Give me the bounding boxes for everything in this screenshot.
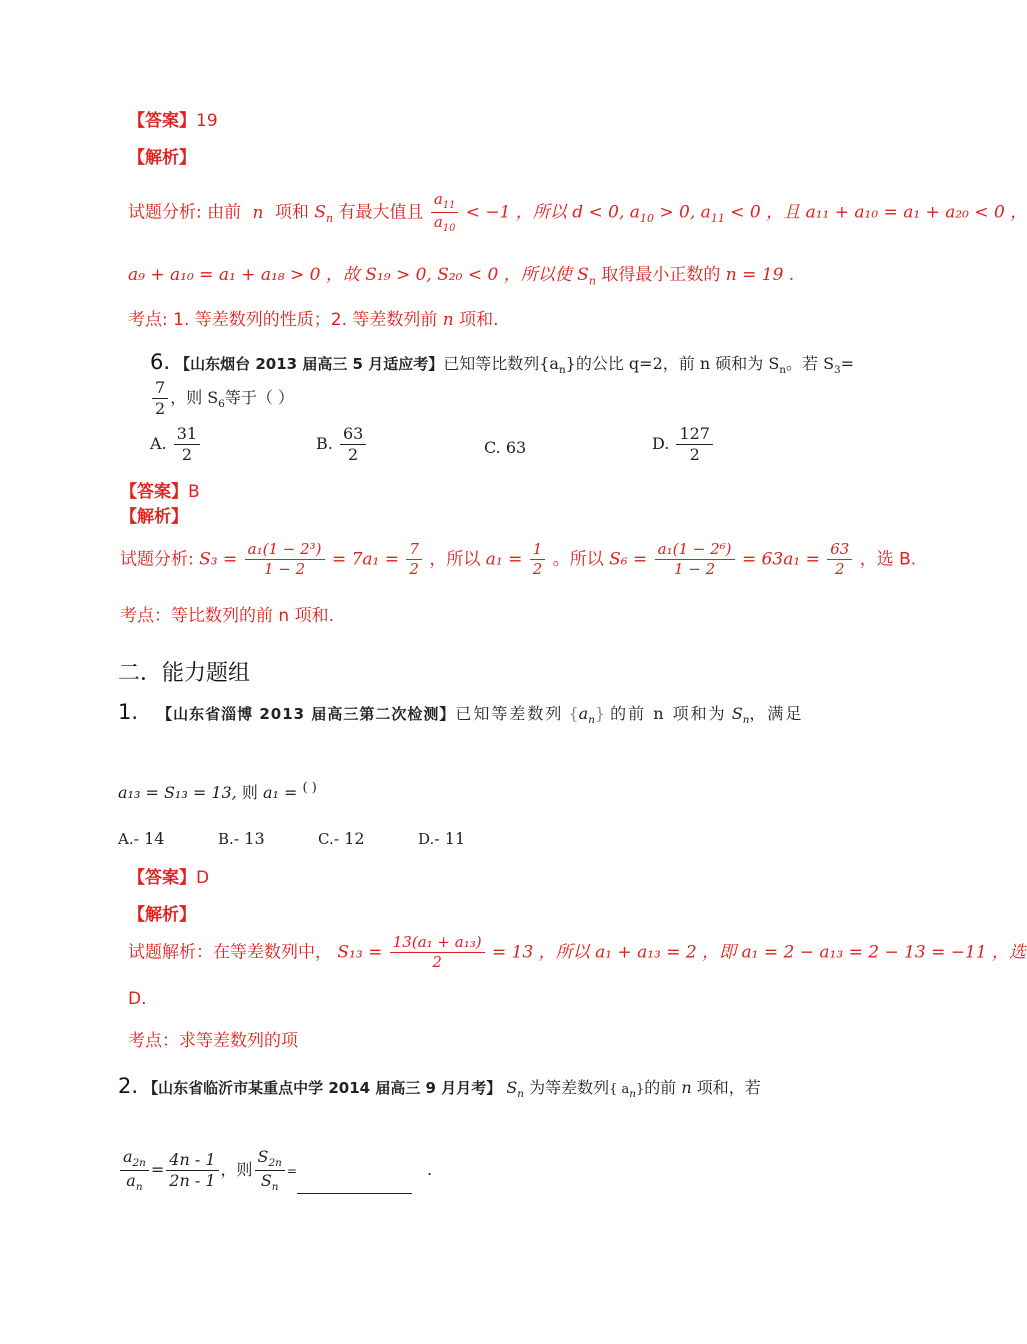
- sub: n: [629, 1088, 636, 1101]
- text: }: [635, 1082, 645, 1097]
- frac-den: 2n - 1: [169, 1171, 216, 1191]
- q1-analysis: [128, 933, 1026, 972]
- text: { a: [609, 1082, 630, 1097]
- question-source: 【山东省临沂市某重点中学 2014 届高三 9 月月考】: [143, 1079, 502, 1097]
- answer-value: D: [196, 868, 210, 888]
- answer-line: [128, 106, 218, 131]
- frac-den: 2: [532, 559, 543, 578]
- option-b[interactable]: [218, 829, 265, 848]
- var-s: S: [506, 1078, 518, 1097]
- frac-den: 2: [155, 399, 166, 418]
- frac-den: a: [126, 1171, 136, 1191]
- question-1-stem: 1. 【山东省淄博 2013 届高三第二次检测】已知等差数列 $\{a_n\}$ 的前 n 项和为 $S_n$，满足: [118, 700, 804, 727]
- sub: 2n: [132, 1157, 146, 1170]
- q1-analysis-2: D.: [128, 989, 147, 1009]
- option-a[interactable]: [118, 829, 164, 848]
- question-number: 2.: [118, 1074, 139, 1098]
- text: 的前 n 项和为: [610, 704, 727, 723]
- frac-num: 63: [340, 424, 366, 445]
- text: 已知等比数列{a: [443, 354, 559, 373]
- option-label: D.: [418, 830, 435, 848]
- sub: n: [271, 1181, 279, 1194]
- option-value: - 13: [233, 829, 265, 848]
- question-2-formula: [118, 1147, 432, 1194]
- frac-num: S: [257, 1147, 269, 1166]
- option-value: 63: [505, 438, 527, 457]
- fraction-7-2: [152, 378, 168, 419]
- fraction: [255, 1147, 285, 1194]
- analysis-tag: 【解析】: [128, 905, 196, 925]
- text: 取得最小正数的: [601, 265, 721, 285]
- answer-tag: 【答案】: [128, 111, 196, 131]
- frac-num: 127: [676, 424, 713, 445]
- text: = 13 ，所以: [491, 942, 590, 963]
- frac-num-sub: 11: [442, 200, 456, 211]
- text: 等于（ ）: [224, 388, 294, 407]
- frac-num: 7: [406, 540, 422, 560]
- text: ，选 B.: [859, 549, 917, 570]
- text: < −1 ，所以: [465, 202, 567, 223]
- text: < 0 ，且: [730, 202, 801, 223]
- frac-den: 2: [181, 445, 192, 464]
- text: 项和.: [459, 310, 499, 330]
- option-fraction: [676, 424, 713, 465]
- question-number: 1.: [118, 700, 139, 724]
- answer-blank[interactable]: [297, 1177, 412, 1194]
- var-s: S: [577, 265, 589, 285]
- text: 。所以: [552, 549, 604, 570]
- text: = 7a₁ =: [331, 549, 399, 570]
- text: a₁ + a₁₃ = 2 ，即: [595, 942, 737, 963]
- var-n: n: [442, 310, 454, 330]
- text: 的前: [644, 1078, 677, 1097]
- sub: 3: [834, 364, 841, 377]
- frac-den: 2: [409, 559, 419, 578]
- text: 试题分析: 由前: [128, 202, 242, 223]
- text: =: [150, 1160, 165, 1180]
- option-label: C.: [484, 438, 501, 457]
- text: a₁₃ = S₁₃ = 13,: [118, 783, 237, 802]
- var-n: n: [252, 202, 264, 223]
- fraction: [390, 933, 485, 972]
- answer-value: 19: [196, 111, 218, 131]
- var-n: n: [681, 1078, 692, 1097]
- analysis-tag: 【解析】: [128, 148, 196, 168]
- question-1-condition: [118, 780, 317, 803]
- text: 项和，若: [696, 1078, 761, 1097]
- frac-den: 2: [432, 952, 442, 971]
- text: =: [286, 1164, 297, 1179]
- question-2-stem: [118, 1074, 761, 1100]
- text: a₁₁ + a₁₀ = a₁ + a₂₀ < 0 ，: [805, 202, 1027, 223]
- text: 试题分析:: [120, 549, 194, 570]
- frac-num: 7: [152, 378, 168, 399]
- sub: 6: [218, 398, 225, 411]
- text: 。若 S: [785, 354, 835, 373]
- question-number: 6.: [150, 350, 171, 374]
- text: 为等差数列: [529, 1078, 610, 1097]
- frac-num: 4n - 1: [166, 1150, 218, 1171]
- text: a₁ =: [485, 549, 523, 570]
- answer-tag: 【答案】: [128, 868, 196, 888]
- fraction: [166, 1150, 218, 1191]
- text: a₁ = 2 − a₁₃ = 2 − 13 = −11 ，选: [741, 942, 1027, 963]
- option-c[interactable]: [484, 438, 526, 457]
- option-label: B.: [218, 830, 234, 848]
- option-fraction: [174, 424, 200, 465]
- frac-den: a: [433, 213, 443, 232]
- sub: n: [588, 714, 595, 727]
- frac-den: 1 − 2: [673, 559, 716, 578]
- frac-den: 1 − 2: [263, 559, 306, 578]
- frac-num: 31: [174, 424, 200, 445]
- var-a: a: [578, 704, 589, 723]
- question-source: 【山东省淄博 2013 届高三第二次检测】: [157, 705, 456, 723]
- frac-num: 63: [827, 540, 852, 560]
- kaodian-line: 考点：等比数列的前 n 项和.: [120, 606, 334, 626]
- option-d[interactable]: [418, 829, 465, 848]
- frac-num: a₁(1 − 2⁶): [655, 540, 735, 560]
- answer-line: [120, 477, 200, 502]
- option-value: - 12: [333, 829, 365, 848]
- text: S₃ =: [199, 549, 238, 570]
- option-label: D.: [652, 434, 670, 453]
- frac-den: S: [260, 1171, 272, 1191]
- text: 考点: 1. 等差数列的性质；2. 等差数列前: [128, 310, 438, 330]
- answer-paren: ( ): [302, 780, 317, 796]
- frac-num: a₁(1 − 2³): [245, 540, 325, 560]
- fraction: [827, 540, 852, 579]
- answer-value: B: [188, 482, 200, 502]
- question-source: 【山东烟台 2013 届高三 5 月适应考】: [175, 355, 444, 373]
- question-6-stem: [150, 350, 854, 376]
- option-a[interactable]: [150, 424, 202, 465]
- option-label: A.: [118, 830, 134, 848]
- var-s: S: [314, 202, 326, 223]
- text: S₁₃ =: [337, 942, 383, 963]
- answer-line: [128, 863, 209, 888]
- text: ，满足: [749, 704, 804, 723]
- answer-tag: 【答案】: [120, 482, 188, 502]
- text: }的公比 q=2，前 n 硕和为 S: [565, 354, 780, 373]
- sub: 2n: [268, 1157, 282, 1170]
- text: ，则: [220, 1160, 253, 1180]
- analysis-tag: 【解析】: [120, 507, 188, 527]
- text: d < 0, a: [572, 202, 640, 223]
- fraction-a11-a10: [431, 190, 458, 235]
- option-label: A.: [150, 434, 167, 453]
- option-label: C.: [318, 830, 334, 848]
- text: 项和: [274, 202, 309, 223]
- option-b[interactable]: [316, 424, 368, 465]
- text: a₉ + a₁₀ = a₁ + a₁₈ > 0 ，故: [128, 265, 360, 285]
- fraction: [406, 540, 422, 579]
- question-6-stem-2: [150, 378, 294, 419]
- fraction: [655, 540, 735, 579]
- fraction: [120, 1147, 149, 1194]
- frac-num: a: [123, 1147, 133, 1166]
- analysis-line-2: a₉ + a₁₀ = a₁ + a₁₈ > 0 ，故 S₁₉ > 0, S₂₀ < 0 ，所以使 $S_n$ 取得最小正数的 n = 19 .: [128, 265, 795, 288]
- option-fraction: [340, 424, 366, 465]
- analysis-line-1: 试题分析: 由前 n 项和 $S_n$ 有最大值且 $\frac{a_{11}}{a_{10}}$ < −1 ，所以 d < 0, $a_{10} > 0$, $a_{11} < 0$ ，且 a₁₁ + a₁₀ = a₁ + a₂₀ < 0 ，: [128, 190, 1027, 235]
- text: 有最大值且: [338, 202, 424, 223]
- option-d[interactable]: [652, 424, 715, 465]
- text: =: [840, 354, 855, 373]
- text: .: [426, 1160, 433, 1180]
- sub: n: [742, 714, 750, 727]
- text: 则: [241, 783, 258, 802]
- text: n = 19 .: [725, 265, 795, 285]
- frac-den: 2: [348, 445, 359, 464]
- option-c[interactable]: [318, 829, 365, 848]
- frac-den: 2: [835, 559, 845, 578]
- text: S₁₉ > 0, S₂₀ < 0 ，所以使: [365, 265, 572, 285]
- frac-den-sub: 10: [442, 223, 456, 235]
- frac-num: a: [433, 190, 443, 208]
- option-label: B.: [316, 434, 333, 453]
- sub: n: [779, 364, 786, 377]
- text: ，则 S: [170, 388, 219, 407]
- frac-num: 13(a₁ + a₁₃): [390, 933, 485, 953]
- text: > 0, a: [659, 202, 711, 223]
- sub: n: [558, 364, 566, 377]
- q6-analysis: [120, 540, 916, 579]
- text: S₆ =: [609, 549, 648, 570]
- option-value: - 11: [434, 829, 466, 848]
- var-s: S: [731, 704, 743, 723]
- text: ，所以: [429, 549, 481, 570]
- fraction: [245, 540, 325, 579]
- text: = 63a₁ =: [741, 549, 820, 570]
- option-value: - 14: [133, 829, 165, 848]
- text: 试题解析：在等差数列中，: [128, 942, 332, 963]
- text: a₁ =: [262, 783, 298, 802]
- text: 已知等差数列: [455, 704, 564, 723]
- fraction: [530, 540, 546, 579]
- section-title: 二．能力题组: [118, 661, 251, 686]
- sub: n: [135, 1181, 143, 1194]
- kaodian-line: [128, 305, 499, 330]
- frac-den: 2: [689, 445, 700, 464]
- sub: n: [517, 1088, 524, 1101]
- kaodian-line: 考点：求等差数列的项: [128, 1031, 298, 1051]
- frac-num: 1: [530, 540, 546, 560]
